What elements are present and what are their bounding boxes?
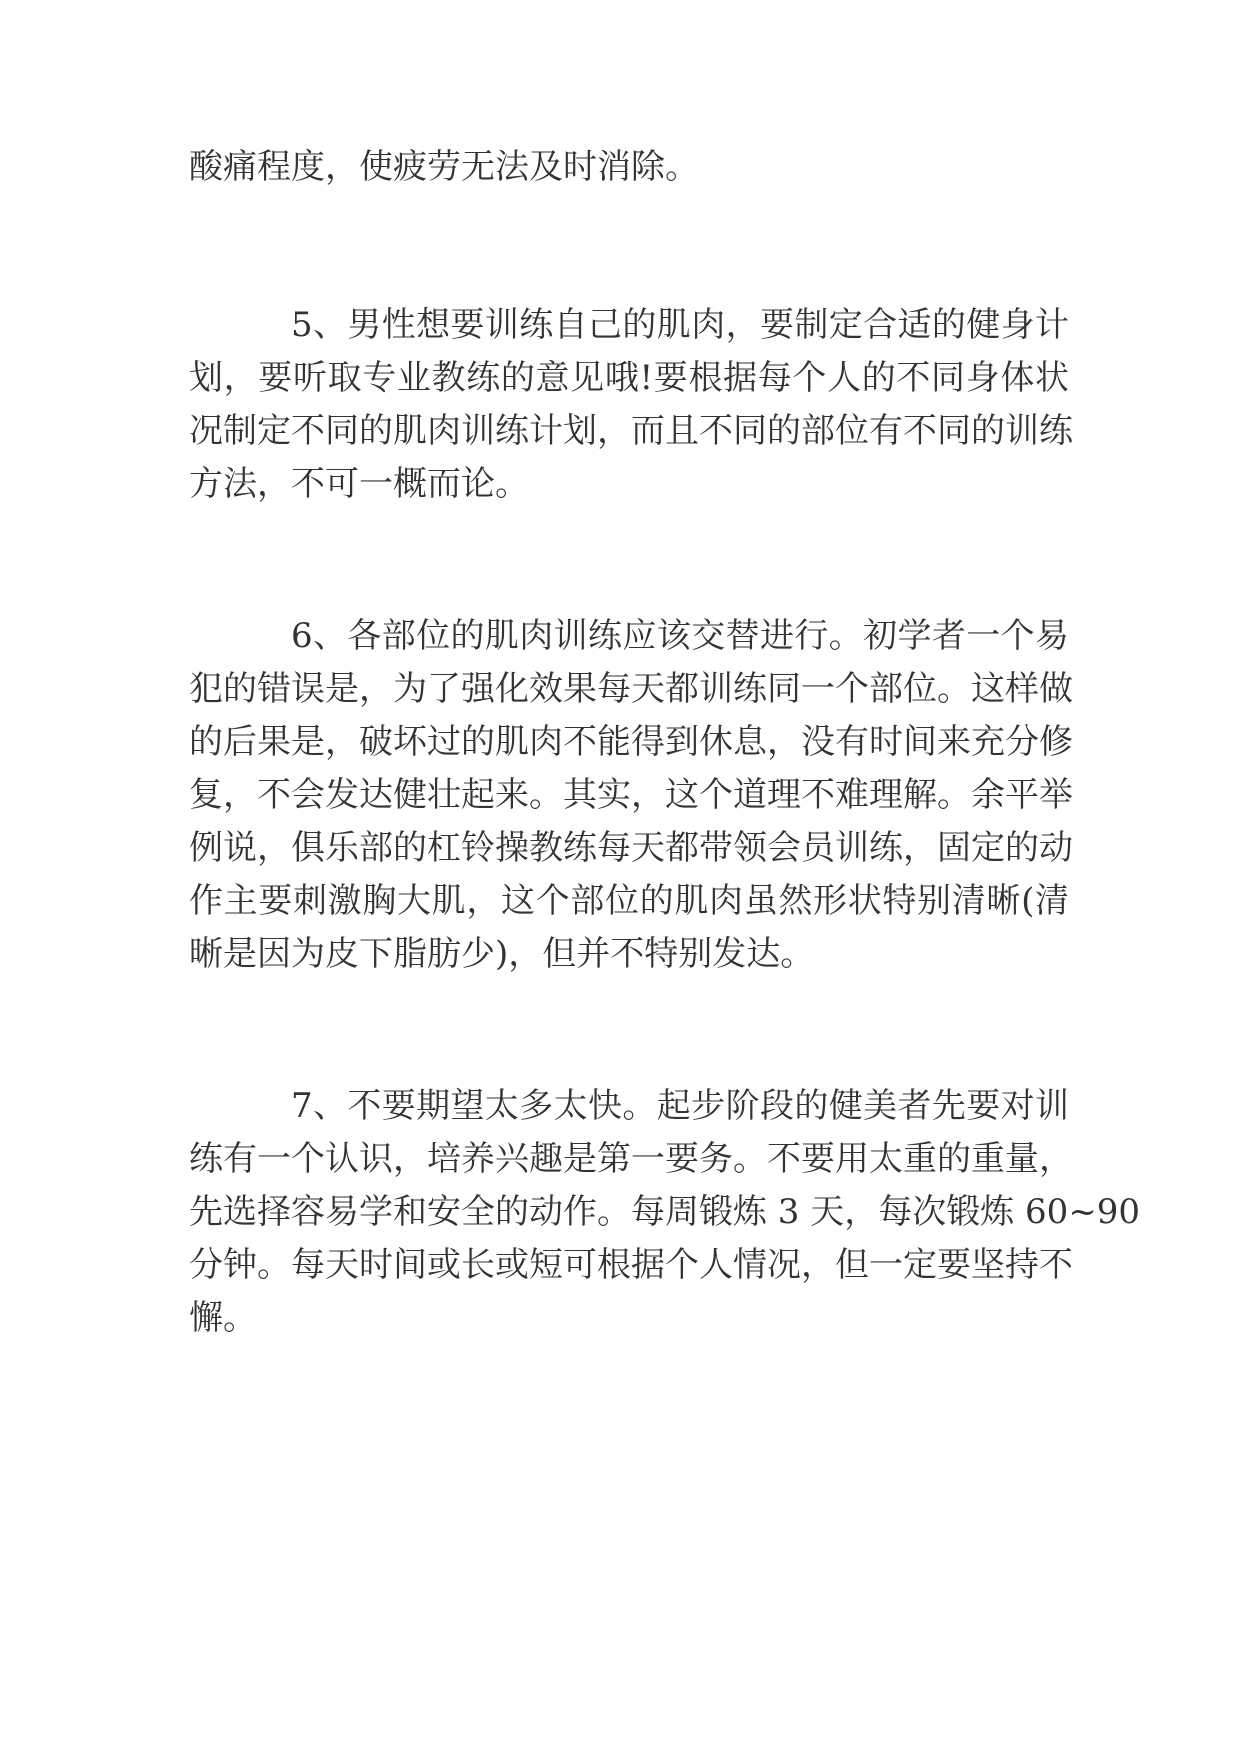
paragraph-2-line-3: 况制定不同的肌肉训练计划，而且不同的部位有不同的训练 [189, 411, 1073, 451]
paragraph-3-line-2: 犯的错误是，为了强化效果每天都训练同一个部位。这样做 [189, 669, 1073, 709]
paragraph-3-line-4: 复，不会发达健壮起来。其实，这个道理不难理解。余平举 [189, 775, 1073, 815]
paragraph-2-line-4: 方法，不可一概而论。 [189, 464, 529, 504]
paragraph-1-line-1: 酸痛程度，使疲劳无法及时消除。 [189, 147, 699, 187]
paragraph-3-line-7: 晰是因为皮下脂肪少)，但并不特别发达。 [189, 934, 815, 974]
paragraph-4-line-2: 练有一个认识，培养兴趣是第一要务。不要用太重的重量， [189, 1139, 1073, 1179]
paragraph-4-line-3: 先选择容易学和安全的动作。每周锻炼 3 天，每次锻炼 60~90 [189, 1192, 1141, 1232]
paragraph-4-line-4: 分钟。每天时间或长或短可根据个人情况，但一定要坚持不 [189, 1245, 1073, 1285]
paragraph-3-line-5: 例说，俱乐部的杠铃操教练每天都带领会员训练，固定的动 [189, 828, 1073, 868]
paragraph-3-line-1: 6、各部位的肌肉训练应该交替进行。初学者一个易 [291, 616, 1069, 656]
paragraph-3-line-6: 作主要刺激胸大肌，这个部位的肌肉虽然形状特别清晰(清 [189, 881, 1069, 921]
paragraph-4-line-1: 7、不要期望太多太快。起步阶段的健美者先要对训 [291, 1086, 1069, 1126]
paragraph-2-line-1: 5、男性想要训练自己的肌肉，要制定合适的健身计 [291, 305, 1069, 345]
paragraph-4-line-5: 懈。 [189, 1298, 257, 1338]
paragraph-2-line-2: 划，要听取专业教练的意见哦!要根据每个人的不同身体状 [189, 358, 1069, 398]
paragraph-3-line-3: 的后果是，破坏过的肌肉不能得到休息，没有时间来充分修 [189, 722, 1073, 762]
